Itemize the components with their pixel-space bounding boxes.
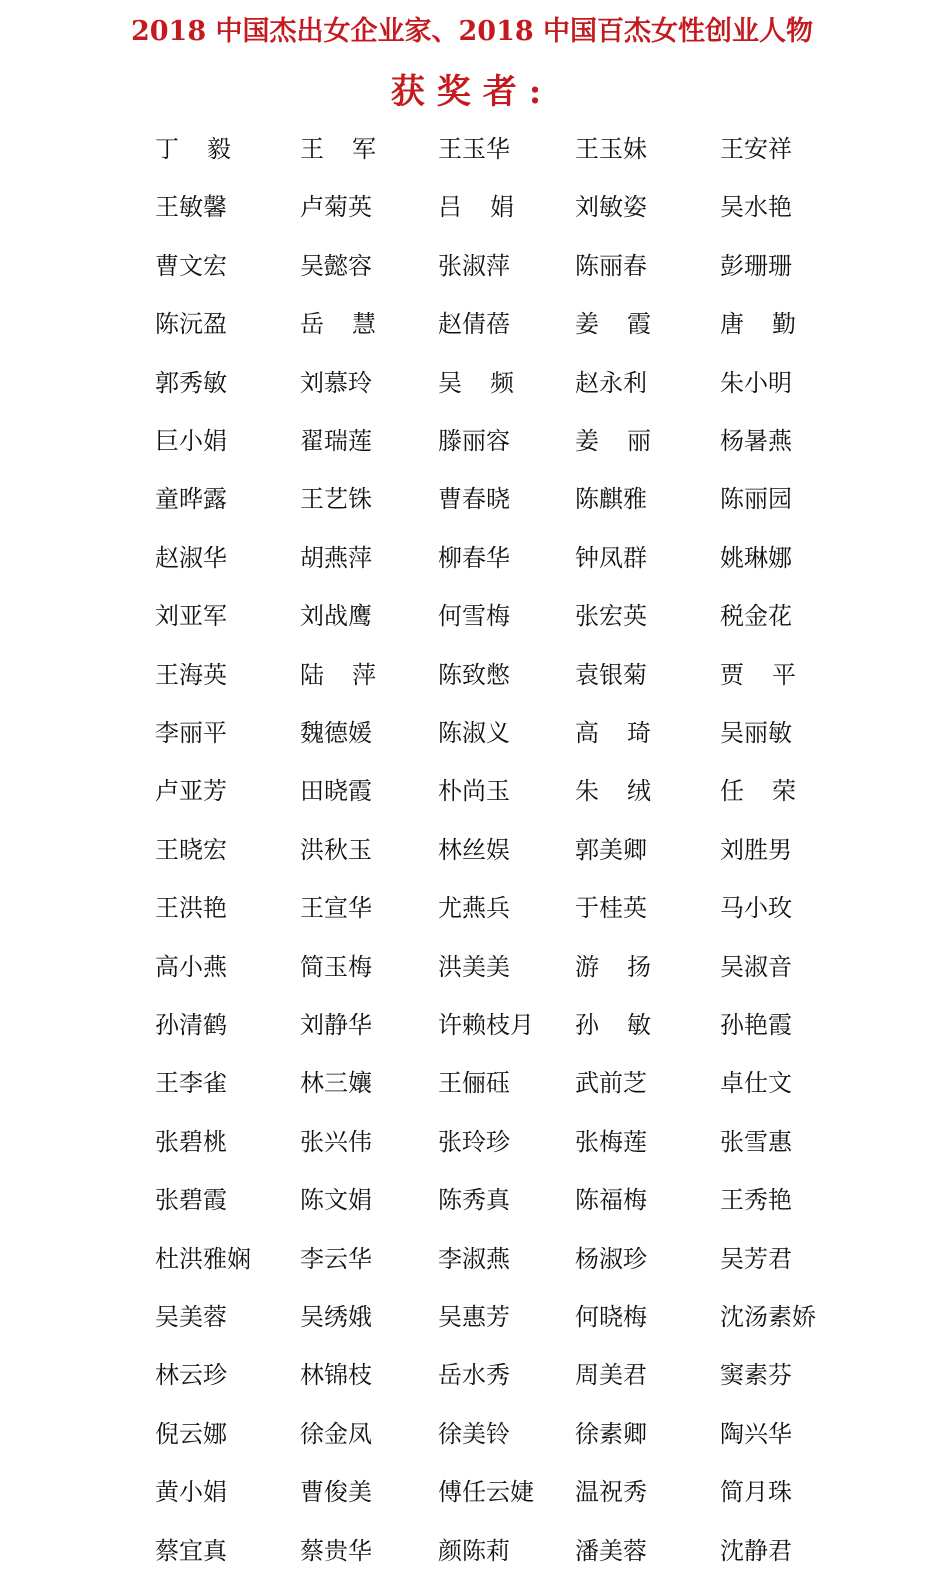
awardee-name: 吴频 xyxy=(438,369,542,397)
awardee-name: 张宏英 xyxy=(575,602,647,630)
name-row xyxy=(0,418,944,476)
awardee-name: 张雪惠 xyxy=(720,1128,792,1156)
awardee-name: 丁毅 xyxy=(155,135,259,163)
awardee-name: 何晓梅 xyxy=(575,1303,647,1331)
awardee-name: 曹文宏 xyxy=(155,252,227,280)
awardee-name: 任荣 xyxy=(720,777,824,805)
awardee-name: 姚琳娜 xyxy=(720,544,792,572)
name-row xyxy=(0,885,944,943)
name-row xyxy=(0,710,944,768)
awardee-name: 窦素芬 xyxy=(720,1361,792,1389)
name-row xyxy=(0,360,944,418)
awardee-name: 王秀艳 xyxy=(720,1186,792,1214)
awardee-name: 刘胜男 xyxy=(720,836,792,864)
awardee-name: 傅任云婕 xyxy=(438,1478,534,1506)
awardee-name: 吴淑音 xyxy=(720,953,792,981)
awardee-name: 唐勤 xyxy=(720,310,824,338)
awardee-name: 赵倩蓓 xyxy=(438,310,510,338)
awardee-name: 潘美蓉 xyxy=(575,1537,647,1565)
awardee-name: 王李雀 xyxy=(155,1069,227,1097)
awardee-name: 高小燕 xyxy=(155,953,227,981)
awardee-name: 贾平 xyxy=(720,661,824,689)
awardee-name: 卢亚芳 xyxy=(155,777,227,805)
awardee-name: 陈淑义 xyxy=(438,719,510,747)
awardee-name: 徐美铃 xyxy=(438,1420,510,1448)
awardee-name: 吴美蓉 xyxy=(155,1303,227,1331)
awardee-name: 赵永利 xyxy=(575,369,647,397)
awardees-heading: 获奖者: xyxy=(390,72,554,112)
awardee-name: 吴芳君 xyxy=(720,1245,792,1273)
awardee-name: 卓仕文 xyxy=(720,1069,792,1097)
awardee-name: 吴丽敏 xyxy=(720,719,792,747)
awardee-name: 尤燕兵 xyxy=(438,894,510,922)
awardee-name: 沈静君 xyxy=(720,1537,792,1565)
awardee-name: 吕娟 xyxy=(438,193,542,221)
awardee-name: 刘静华 xyxy=(300,1011,372,1039)
awardee-name: 王晓宏 xyxy=(155,836,227,864)
awardee-name: 巨小娟 xyxy=(155,427,227,455)
awardee-name: 朱绒 xyxy=(575,777,679,805)
awardee-name: 陈丽园 xyxy=(720,485,792,513)
awardee-name: 徐素卿 xyxy=(575,1420,647,1448)
awardee-name: 刘敏姿 xyxy=(575,193,647,221)
awardee-name: 许赖枝月 xyxy=(438,1011,534,1039)
page-title: 2018 中国杰出女企业家、2018 中国百杰女性创业人物 xyxy=(130,16,814,47)
awardee-name: 孙艳霞 xyxy=(720,1011,792,1039)
awardee-name: 林云珍 xyxy=(155,1361,227,1389)
awardee-name: 童晔露 xyxy=(155,485,227,513)
awardee-name: 王玉华 xyxy=(438,135,510,163)
awardee-name: 陈丽春 xyxy=(575,252,647,280)
awardee-name: 颜陈莉 xyxy=(438,1537,510,1565)
awardee-name: 吴懿容 xyxy=(300,252,372,280)
awardee-name: 周美君 xyxy=(575,1361,647,1389)
name-row xyxy=(0,301,944,359)
awardee-name: 林三孃 xyxy=(300,1069,372,1097)
name-row xyxy=(0,126,944,184)
awardee-name: 岳慧 xyxy=(300,310,404,338)
awardee-name: 陈致憋 xyxy=(438,661,510,689)
awardee-name: 陈沅盈 xyxy=(155,310,227,338)
name-row xyxy=(0,243,944,301)
awardee-name: 沈汤素娇 xyxy=(720,1303,816,1331)
name-row xyxy=(0,476,944,534)
awardee-name: 岳水秀 xyxy=(438,1361,510,1389)
awardee-name: 陆萍 xyxy=(300,661,404,689)
awardee-name: 王俪砡 xyxy=(438,1069,510,1097)
name-row xyxy=(0,768,944,826)
awardee-name: 张玲珍 xyxy=(438,1128,510,1156)
awardee-name: 高琦 xyxy=(575,719,679,747)
awardee-name: 王海英 xyxy=(155,661,227,689)
awardee-name: 陈福梅 xyxy=(575,1186,647,1214)
awardee-name: 彭珊珊 xyxy=(720,252,792,280)
awardee-name: 姜丽 xyxy=(575,427,679,455)
name-row xyxy=(0,827,944,885)
awardee-name: 滕丽容 xyxy=(438,427,510,455)
awardee-name: 孙清鹤 xyxy=(155,1011,227,1039)
awardee-name: 孙敏 xyxy=(575,1011,679,1039)
awardee-name: 武前芝 xyxy=(575,1069,647,1097)
awardee-name: 刘战鹰 xyxy=(300,602,372,630)
name-row xyxy=(0,1528,944,1586)
awardee-name: 马小玫 xyxy=(720,894,792,922)
awardee-name: 卢菊英 xyxy=(300,193,372,221)
awardee-name: 黄小娟 xyxy=(155,1478,227,1506)
name-row xyxy=(0,1294,944,1352)
awardee-name: 倪云娜 xyxy=(155,1420,227,1448)
awardee-name: 郭美卿 xyxy=(575,836,647,864)
awardee-name: 王军 xyxy=(300,135,404,163)
awardee-name: 蔡贵华 xyxy=(300,1537,372,1565)
awardee-name: 陈文娟 xyxy=(300,1186,372,1214)
awardee-name: 王安祥 xyxy=(720,135,792,163)
awardee-name: 陈麒雅 xyxy=(575,485,647,513)
awardee-name: 魏德媛 xyxy=(300,719,372,747)
name-row xyxy=(0,1469,944,1527)
awardee-name: 王艺铢 xyxy=(300,485,372,513)
awardee-name: 何雪梅 xyxy=(438,602,510,630)
name-row xyxy=(0,1352,944,1410)
name-row xyxy=(0,1411,944,1469)
awardee-name: 袁银菊 xyxy=(575,661,647,689)
awardee-name: 蔡宜真 xyxy=(155,1537,227,1565)
awardee-name: 张碧霞 xyxy=(155,1186,227,1214)
awardee-name: 张梅莲 xyxy=(575,1128,647,1156)
awardee-name: 姜霞 xyxy=(575,310,679,338)
awardee-name: 吴惠芳 xyxy=(438,1303,510,1331)
awardee-name: 杜洪雅娴 xyxy=(155,1245,251,1273)
name-row xyxy=(0,1177,944,1235)
awardee-name: 吴水艳 xyxy=(720,193,792,221)
name-row xyxy=(0,184,944,242)
awardee-name: 王玉妹 xyxy=(575,135,647,163)
awardee-name: 张兴伟 xyxy=(300,1128,372,1156)
name-row xyxy=(0,1119,944,1177)
awardee-name: 杨暑燕 xyxy=(720,427,792,455)
awardee-name: 王洪艳 xyxy=(155,894,227,922)
awardee-name: 温祝秀 xyxy=(575,1478,647,1506)
awardee-name: 张碧桃 xyxy=(155,1128,227,1156)
name-row xyxy=(0,535,944,593)
awardee-name: 郭秀敏 xyxy=(155,369,227,397)
awardee-name: 李淑燕 xyxy=(438,1245,510,1273)
awardee-name: 李云华 xyxy=(300,1245,372,1273)
awardee-name: 朱小明 xyxy=(720,369,792,397)
name-row xyxy=(0,593,944,651)
awardee-name: 陈秀真 xyxy=(438,1186,510,1214)
awardee-name: 张淑萍 xyxy=(438,252,510,280)
awardee-name: 吴绣娥 xyxy=(300,1303,372,1331)
awardee-name: 李丽平 xyxy=(155,719,227,747)
awardee-name: 于桂英 xyxy=(575,894,647,922)
awardee-name: 林锦枝 xyxy=(300,1361,372,1389)
awardee-name: 刘慕玲 xyxy=(300,369,372,397)
awardee-name: 税金花 xyxy=(720,602,792,630)
name-row xyxy=(0,1060,944,1118)
awardee-name: 曹春晓 xyxy=(438,485,510,513)
awardee-name: 简玉梅 xyxy=(300,953,372,981)
awardee-name: 刘亚军 xyxy=(155,602,227,630)
name-row xyxy=(0,1002,944,1060)
awardee-name: 洪秋玉 xyxy=(300,836,372,864)
awardee-name: 徐金凤 xyxy=(300,1420,372,1448)
awardee-name: 林丝娱 xyxy=(438,836,510,864)
awardee-name: 朴尚玉 xyxy=(438,777,510,805)
awardee-name: 洪美美 xyxy=(438,953,510,981)
awardee-name: 胡燕萍 xyxy=(300,544,372,572)
awardee-name: 曹俊美 xyxy=(300,1478,372,1506)
awardee-name: 简月珠 xyxy=(720,1478,792,1506)
awardee-name: 王宣华 xyxy=(300,894,372,922)
awardee-name: 游扬 xyxy=(575,953,679,981)
awardee-name: 陶兴华 xyxy=(720,1420,792,1448)
awardee-name: 翟瑞莲 xyxy=(300,427,372,455)
awardee-name: 柳春华 xyxy=(438,544,510,572)
name-row xyxy=(0,652,944,710)
awardee-name: 赵淑华 xyxy=(155,544,227,572)
name-row xyxy=(0,1236,944,1294)
awardee-name: 钟凤群 xyxy=(575,544,647,572)
awardee-name: 杨淑珍 xyxy=(575,1245,647,1273)
name-row xyxy=(0,944,944,1002)
awardee-name: 王敏馨 xyxy=(155,193,227,221)
awardee-name: 田晓霞 xyxy=(300,777,372,805)
